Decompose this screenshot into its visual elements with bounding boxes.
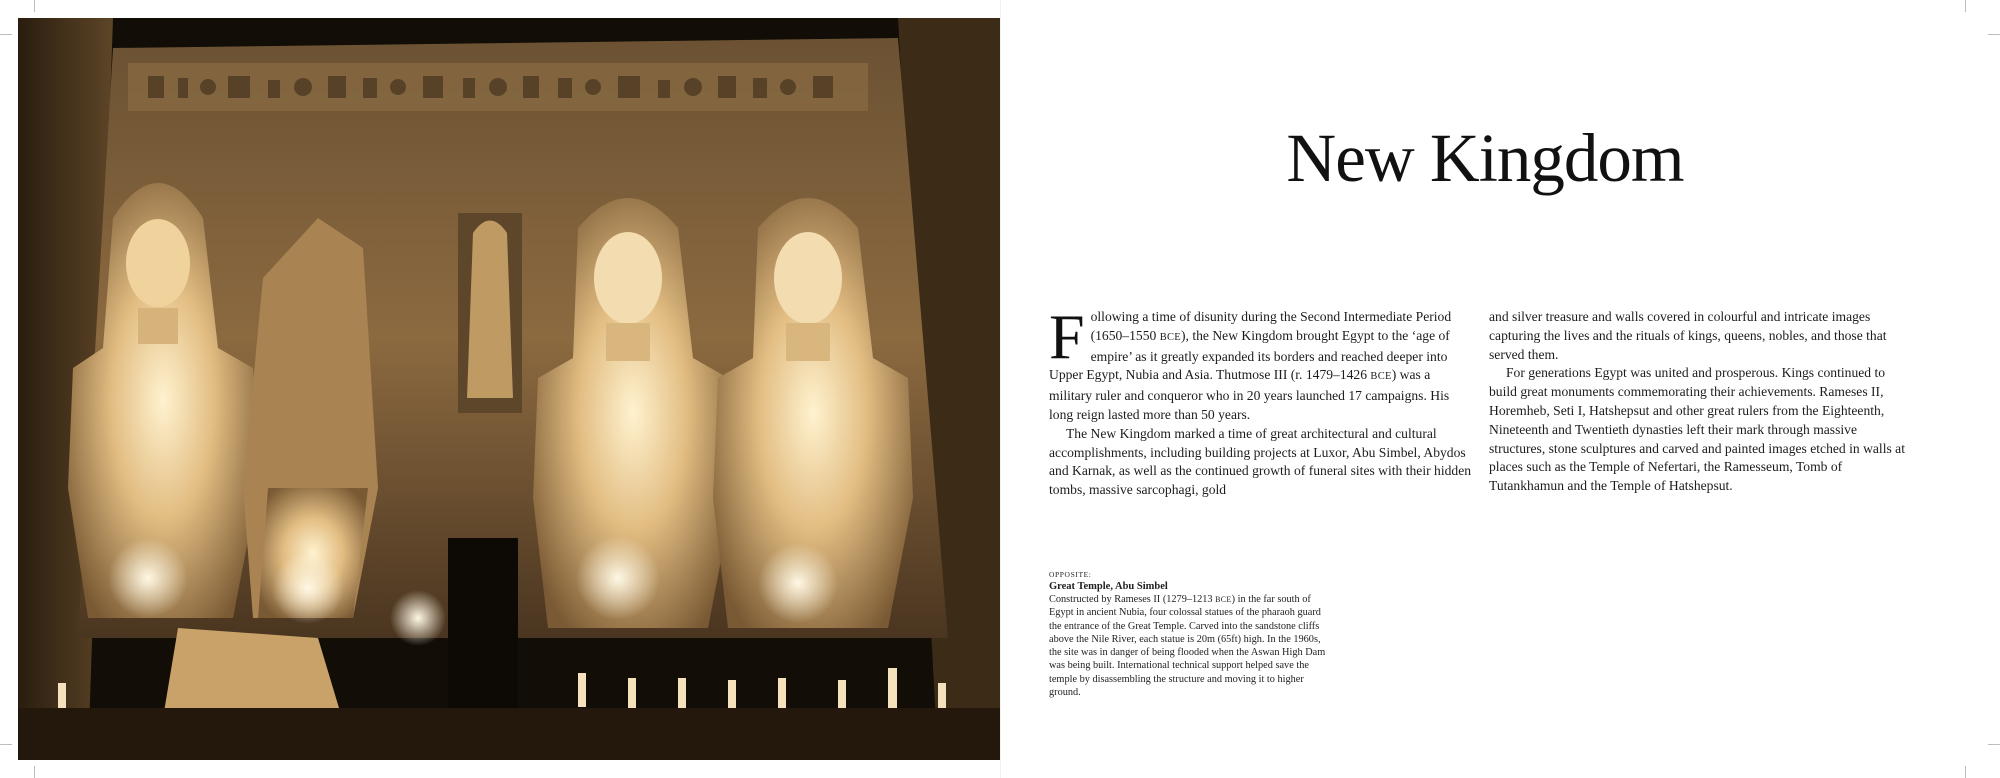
body-paragraph: For generations Egypt was united and prosperous. Kings continued to build great monuments commemorating their achievements. Rameses II, Horemheb, Seti I, Hatshepsut and other great rulers from the Eighteenth, Nineteenth and Twentieth dynasties left their mark through massive structures, stone sculptures and carved and painted images etched in walls at places such as the Temple of Nefertari, the Ramesseum, Tomb of Tutankhamun and the Temple of Hatshepsut. xyxy=(1489,365,1905,494)
crop-mark xyxy=(1988,744,2000,745)
spread-gutter xyxy=(1000,0,1001,778)
drop-cap: F xyxy=(1049,301,1085,372)
era-abbrev: BCE xyxy=(1215,595,1232,604)
crop-mark xyxy=(1965,766,1966,778)
temple-entrance xyxy=(448,538,518,718)
body-column-right xyxy=(1489,308,1914,496)
body-text: ollowing a time of disunity during the Second Intermediate Period (1650–1550 xyxy=(1090,309,1452,343)
body-paragraph xyxy=(1049,301,1474,425)
chapter-title: New Kingdom xyxy=(1286,120,1684,196)
era-abbrev: BCE xyxy=(1370,371,1392,383)
temple-illustration xyxy=(18,18,1000,760)
caption-text xyxy=(1049,593,1329,699)
era-abbrev: BCE xyxy=(1159,331,1182,343)
niche-statue xyxy=(467,221,513,399)
crop-mark xyxy=(34,0,35,12)
body-paragraph: and silver treasure and walls covered in colourful and intricate images capturing the lives and the rituals of kings, queens, nobles, and those that served them. xyxy=(1489,309,1887,362)
crop-mark xyxy=(1988,34,2000,35)
abu-simbel-photo xyxy=(18,18,1000,760)
crop-mark xyxy=(0,744,12,745)
body-text: ), the New Kingdom brought Egypt to the ‘age of empire’ as it greatly expanded its borders and reached deeper into Upper Egypt, Nubia and Asia. Thutmose III (r. 1479–1426 xyxy=(1049,327,1450,383)
body-text: ) was a military ruler and conqueror who in 20 years launched 17 campaigns. His long reign lasted more than 50 years. xyxy=(1049,367,1450,422)
caption-title: Great Temple, Abu Simbel xyxy=(1049,581,1168,592)
body-paragraph: The New Kingdom marked a time of great architectural and cultural accomplishments, including building projects at Luxor, Abu Simbel, Abydos and Karnak, as well as the continued growth of funeral sites with their hidden tombs, massive sarcophagi, gold xyxy=(1049,425,1472,498)
caption-label: OPPOSITE: xyxy=(1049,570,1092,579)
crop-mark xyxy=(0,34,12,35)
crop-mark xyxy=(34,766,35,778)
crop-mark xyxy=(1965,0,1966,12)
caption-body: Constructed by Rameses II (1279–1213 xyxy=(1049,594,1216,605)
caption-body: ) in the far south of Egypt in ancient Nubia, four colossal statues of the pharaoh guard the entrance of the Great Temple. Carved into the sandstone cliffs above the Nile River, each statue is 20m (65ft) high. In the 1960s, the site was in danger of being flooded when the Aswan High Dam was being built. International technical support helped save the temple by disassembling the structure and moving it to higher ground. xyxy=(1049,594,1326,699)
body-column-left xyxy=(1049,301,1474,500)
photo-caption xyxy=(1049,569,1329,699)
forecourt xyxy=(18,708,1000,760)
